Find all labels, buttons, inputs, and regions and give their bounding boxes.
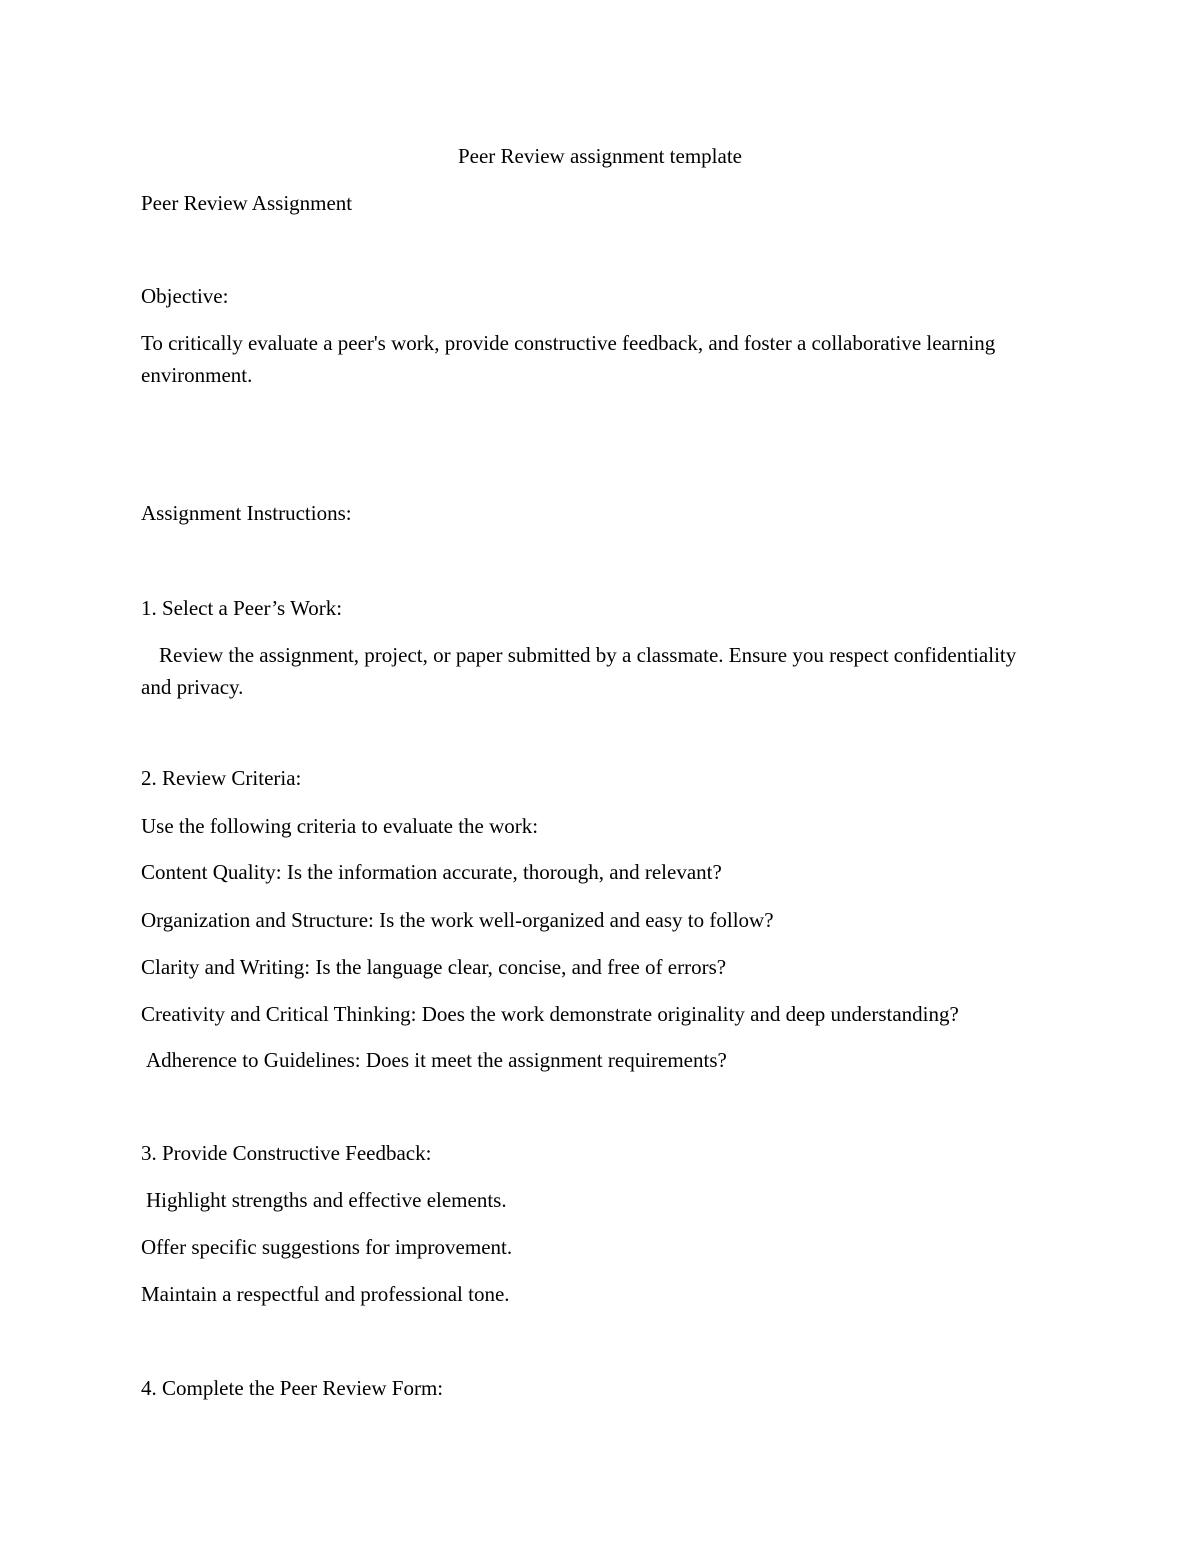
step1-text: Review the assignment, project, or paper submitted by a classmate. Ensure you respect confidentiality and privacy. [141,643,1017,699]
feedback-point: Offer specific suggestions for improvement. [141,1235,513,1259]
objective-heading: Objective: [141,284,229,308]
instructions-heading: Assignment Instructions: [141,501,352,525]
feedback-point: Highlight strengths and effective elements. [146,1188,507,1212]
criteria-item: Clarity and Writing: Is the language clear, concise, and free of errors? [141,955,727,979]
criteria-item: Creativity and Critical Thinking: Does the work demonstrate originality and deep understanding? [141,1002,959,1026]
step4-heading: 4. Complete the Peer Review Form: [141,1376,444,1400]
document-title: Peer Review assignment template [457,144,742,168]
step2-heading: 2. Review Criteria: [141,766,302,790]
step3-heading: 3. Provide Constructive Feedback: [141,1141,432,1165]
criteria-item: Content Quality: Is the information accurate, thorough, and relevant? [141,860,722,884]
step1-heading: 1. Select a Peer’s Work: [141,596,343,620]
step2-intro: Use the following criteria to evaluate the work: [141,814,539,838]
criteria-item: Organization and Structure: Is the work well-organized and easy to follow? [141,908,774,932]
objective-text: To critically evaluate a peer's work, provide constructive feedback, and foster a collaborative learning environment. [141,331,996,387]
criteria-item: Adherence to Guidelines: Does it meet the assignment requirements? [146,1048,727,1072]
feedback-point: Maintain a respectful and professional tone. [141,1282,510,1306]
document-subtitle: Peer Review Assignment [141,191,353,215]
